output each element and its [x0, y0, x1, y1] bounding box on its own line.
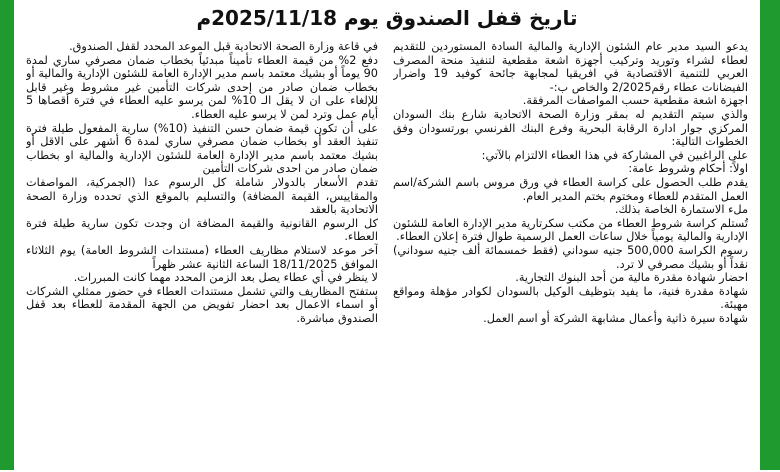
condition-hall-before-deadline: في قاعة وزارة الصحة الاتحادية قبل الموعد المحدد لقفل الصندوق.	[69, 40, 378, 53]
condition-booklet-fee: رسوم الكراسة 500,000 جنيه سوداني (فقط خمسمائة ألف جنيه سوداني) نقداً أو بشيك مصرفي لا ترد.	[393, 243, 748, 271]
page-title: تاريخ قفل الصندوق يوم 2025/11/18م	[196, 6, 578, 30]
submission-location: والذي سيتم التقديم له بمقر وزارة الصحة الاتحادية شارع بنك السودان المركزي جوار ادارة الرقابة البحرية وفرع البنك الفرنسي بورتسودان وفق الخطوات التالية:	[393, 107, 748, 149]
applicants-commitment: على الراغبين في المشاركة في هذا العطاء الالتزام بالآتي:	[481, 148, 748, 162]
right-green-border	[760, 0, 780, 470]
condition-technical-certificate: شهادة مقدرة فنية، ما يفيد بتوظيف الوكيل بالسودان لكوادر مؤهلة ومواقع مهيئة.	[393, 284, 748, 312]
condition-envelope-opening: ستفتح المظاريف والتي تشمل مستندات العطاء في حضور ممثلي الشركات أو اسماء الاعمال بعد احضار تفويض من الجهة المقدمة للعطاء بعد قفل الصندوق مباشرة.	[26, 284, 378, 325]
condition-performance-guarantee: على أن تكون قيمة ضمان حسن التنفيذ (10%) سارية المفعول طيلة فترة تنفيذ العقد أو بخطاب ضمان مصرفي ساري لمدة 6 أشهر على الاقل أو بشيك معتمد باسم مدير الإدارة العامة للشئون الإدارية والمالية او بخطاب ضمان صادر من احدى شركات التأمين	[26, 121, 378, 176]
left-text-column	[26, 40, 378, 472]
condition-bid-bond: دفع 2% من قيمة العطاء تأميناً مبدئياً بخطاب ضمان مصرفي ساري لمدة 90 يوماً أو بشيك معتمد باسم مدير الإدارة العامة للشئون الإدارية والمالية أو بخطاب ضمان صادر من إحدى شركات التأمين غير مشروط وغير قابل للإلغاء على ان لا يقل الـ 10% لمن يرسو عليه العطاء في فترة أقصاها 5 أيام عمل وترد لمن لا يرسو عليه العطاء.	[26, 53, 378, 121]
condition-deadline: آخر موعد لاستلام مظاريف العطاء (مستندات الشروط العامة) يوم الثلاثاء الموافق 18/11/2025 الساعة الثانية عشر ظهراً	[26, 243, 378, 271]
left-green-border	[0, 0, 14, 470]
condition-fill-form: ملء الاستمارة الخاصة بذلك.	[614, 203, 748, 217]
intro-paragraph: يدعو السيد مدير عام الشئون الإدارية والمالية السادة المستوردين للتقديم لعطاء لشراء وتوريد وتركيب أجهزة اشعة مقطعية لتنفيذ منحة المصرف العربي للتنمية الاقتصادية في افريقيا لمجابهة جائحة كوفيد 19 واضرار الفيضانات عطاء رقم2/2025 والخاص ب:-	[393, 40, 748, 94]
condition-prices-usd: تقدم الأسعار بالدولار شاملة كل الرسوم عدا (الجمركية، المواصفات والمقاييس، القيمة المضافة) والتسليم بالموقع الذي تحدده وزارة الصحة الاتحادية بالعقد	[26, 175, 378, 217]
condition-request-letterhead: يقدم طلب الحصول على كراسة العطاء في ورق مروس باسم الشركة/اسم العمل المتقدم للعطاء ومختوم بختم المدير العام.	[393, 175, 748, 203]
condition-receive-booklet: تُستلم كراسة شروط العطاء من مكتب سكرتارية مدير الإدارة العامة للشئون الإدارية والمالية يومياً خلال ساعات العمل الرسمية طوال فترة إعلان العطاء.	[393, 216, 748, 244]
item-ct-devices: اجهزة اشعة مقطعية حسب المواصفات المرفقة.	[522, 94, 748, 108]
right-text-column	[393, 40, 748, 472]
condition-legal-fees: كل الرسوم القانونية والقيمة المضافة ان وجدت تكون سارية طيلة فترة العطاء.	[26, 216, 378, 244]
condition-late-bids: لا ينظر في أي عطاء يصل بعد الزمن المحدد مهما كانت المبررات.	[73, 271, 378, 285]
condition-cv-certificate: شهادة سيرة ذاتية وأعمال مشابهة الشركة أو اسم العمل.	[483, 311, 748, 325]
condition-financial-certificate: احضار شهادة مقدرة مالية من أحد البنوك التجارية.	[515, 271, 748, 285]
section-heading-general-terms: اولاً: أحكام وشروط عامة:	[628, 162, 748, 176]
